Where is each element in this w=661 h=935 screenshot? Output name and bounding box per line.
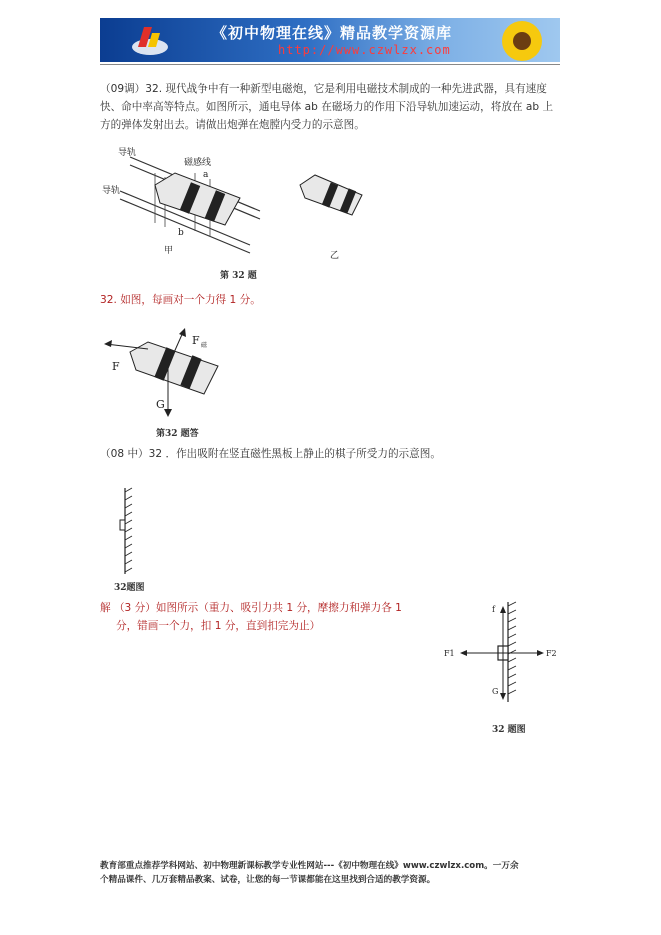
banner-title: 《初中物理在线》精品教学资源库 [212,24,453,42]
footer-line-2: 个精品课件、几万套精品教案、试卷，让您的每一节课都能在这里找到合适的教学资源。 [100,875,436,885]
answer-32b-caption: 32 题图 [492,725,526,735]
answer-32b-line1: 解 （3 分）如图所示（重力、吸引力共 1 分，摩擦力和弹力各 1 [100,602,402,614]
answer-32-text: 32. 如图，每画对一个力得 1 分。 [100,294,261,306]
label-field-lines: 磁感线 [184,158,212,168]
question-32b-text: （08 中）32 ．作出吸附在竖直磁性黑板上静止的棋子所受力的示意图。 [100,448,441,460]
figure-32-railgun [100,143,390,283]
answer-label-G-b: G [492,687,499,696]
figure-32b-board [100,486,180,596]
header-divider [100,64,560,65]
label-rail-bottom: 导轨 [102,186,121,196]
answer-32b-figure [440,600,570,740]
figure-32-caption: 第 32 题 [220,271,257,281]
page-footer [100,859,562,887]
answer-label-F2: F2 [546,649,557,658]
label-a: a [203,170,209,180]
sunflower-icon [492,18,552,62]
label-yi: 乙 [330,251,340,261]
answer-label-F-magnetic: F [192,334,200,347]
site-banner [100,18,560,62]
label-rail-top: 导轨 [118,148,137,158]
figure-32b-caption: 32题图 [114,583,145,593]
label-jia: 甲 [164,246,174,256]
site-logo-icon [130,23,170,57]
answer-label-F: F [112,360,120,373]
answer-label-f: f [492,605,495,614]
answer-32-caption: 第32 题答 [156,429,199,439]
footer-line-1: 教育部重点推荐学科网站、初中物理新课标教学专业性网站---《初中物理在线》www.czwlzx.com。一万余 [100,861,519,871]
banner-url[interactable]: http://www.czwlzx.com [278,43,451,57]
question-32-text: （09调）32. 现代战争中有一种新型电磁炮，它是利用电磁技术制成的一种先进武器，具有速度快、命中率高等特点。如图所示，通电导体 ab 在磁场力的作用下沿导轨加速运动，将放在 ab 上方的弹体发射出去。请做出炮弹在炮膛内受力的示意图。 [100,83,554,131]
answer-label-F-sub: 磁 [201,342,208,349]
answer-32-figure [100,324,250,442]
label-b: b [178,228,184,238]
answer-label-G: G [156,398,165,411]
answer-label-F1: F1 [444,649,455,658]
answer-32b-line2: 分，错画一个力，扣 1 分，直到扣完为止） [116,620,321,632]
